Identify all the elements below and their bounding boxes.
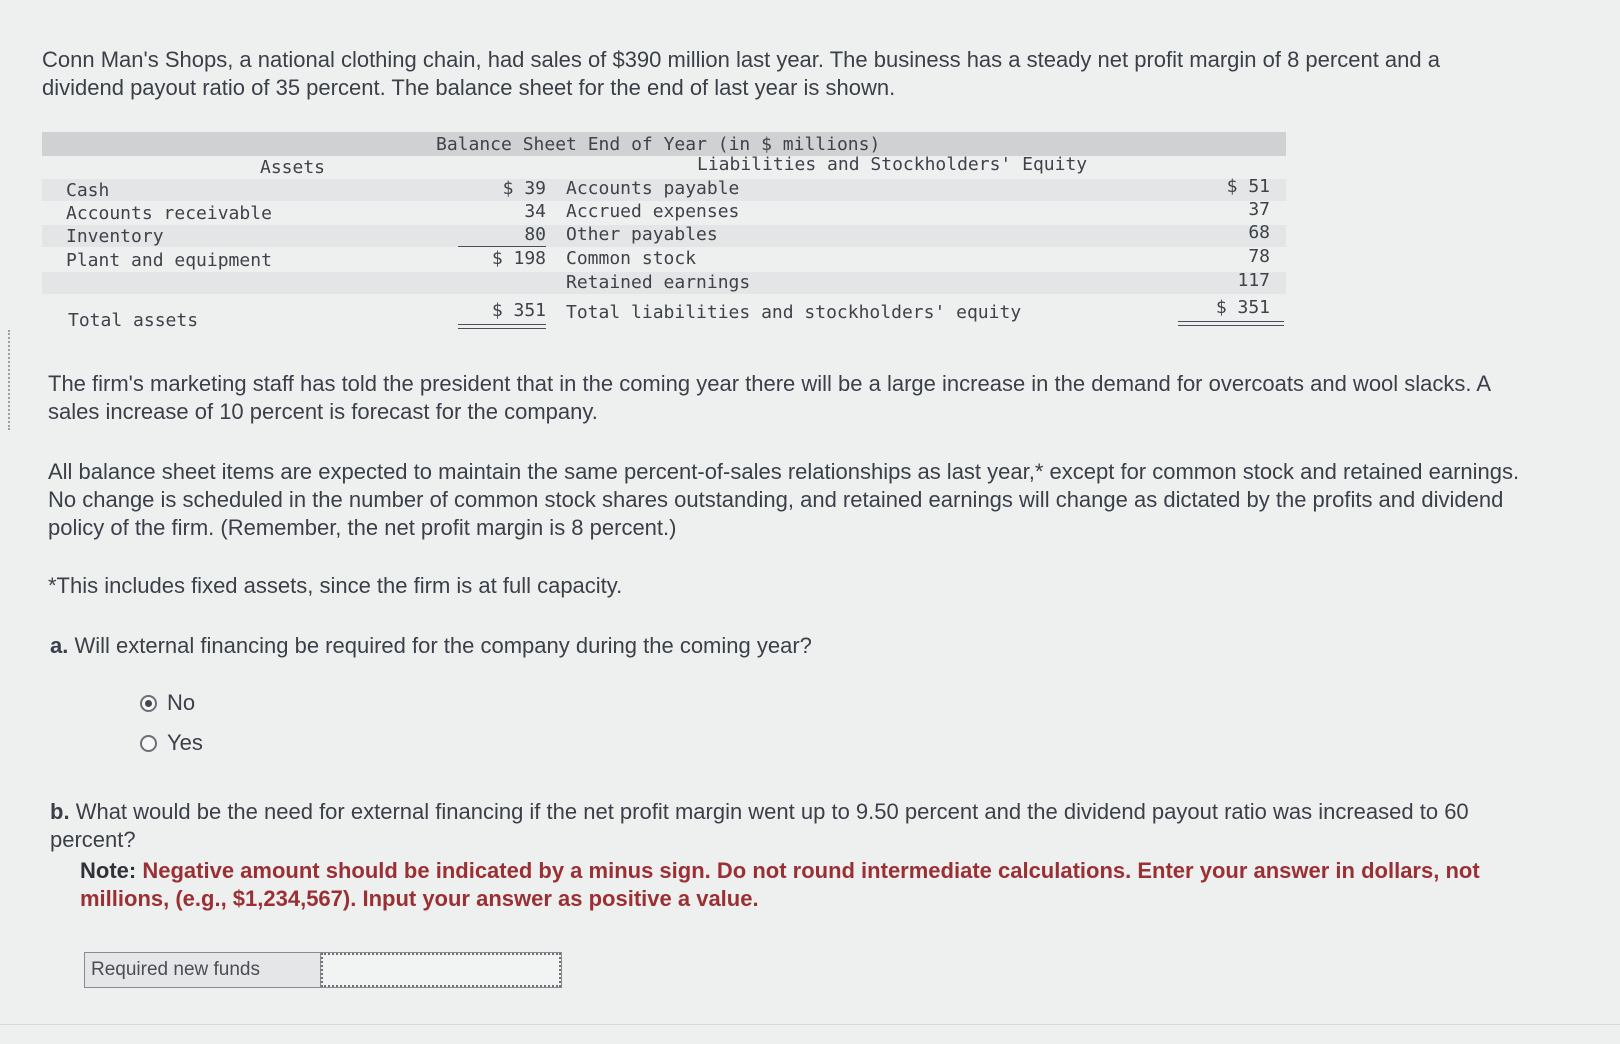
asset-value: $ 198 <box>491 248 546 269</box>
liabilities-header: Liabilities and Stockholders' Equity <box>697 154 1088 175</box>
question-b-note <box>80 857 1500 913</box>
liability-value: 37 <box>1248 199 1270 220</box>
liability-value: 78 <box>1248 246 1270 267</box>
required-new-funds-row <box>84 952 562 988</box>
liability-label: Accounts payable <box>566 178 740 199</box>
subtotal-underline <box>458 246 546 247</box>
asset-label: Plant and equipment <box>66 250 272 271</box>
asset-label: Accounts receivable <box>66 203 272 224</box>
question-b-text: What would be the need for external financing if the net profit margin went up to 9.50 percent and the dividend payout ratio was increased to 60 percent? <box>50 799 1469 852</box>
note-label: Note: <box>80 858 137 883</box>
liability-value: $ 51 <box>1226 176 1270 197</box>
radio-option-label: Yes <box>167 730 203 755</box>
radio-button[interactable] <box>140 735 157 752</box>
question-a-text: Will external financing be required for the company during the coming year? <box>74 633 812 658</box>
bottom-divider <box>0 1024 1620 1025</box>
liability-label: Other payables <box>566 224 718 245</box>
asset-value: 80 <box>524 224 546 245</box>
liability-label: Common stock <box>566 248 697 269</box>
radio-option-no[interactable] <box>140 690 195 716</box>
question-a <box>50 632 1050 660</box>
total-double-underline <box>1178 321 1284 326</box>
radio-button-checked[interactable] <box>140 695 157 712</box>
intro-paragraph: Conn Man's Shops, a national clothing chain, had sales of $390 million last year. The business has a steady net profit margin of 8 percent and a dividend payout ratio of 35 percent. The balance sheet for the end of last year is shown. <box>42 47 1440 100</box>
radio-option-label: No <box>167 690 196 715</box>
total-assets-value: $ 351 <box>491 300 546 321</box>
left-edge-dotted-marker <box>0 330 10 430</box>
required-new-funds-input[interactable] <box>321 953 561 987</box>
marketing-paragraph: The firm's marketing staff has told the president that in the coming year there will be a large increase in the demand for overcoats and wool slacks. A sales increase of 10 percent is forecast for the company. <box>48 371 1490 424</box>
balance-sheet-title: Balance Sheet End of Year (in $ millions) <box>436 134 881 155</box>
required-new-funds-label: Required new funds <box>85 953 321 987</box>
liability-label: Retained earnings <box>566 272 751 293</box>
balance-sheet-title-bar <box>42 132 1286 156</box>
question-a-letter: a. <box>50 633 69 658</box>
radio-option-yes[interactable] <box>140 730 203 756</box>
total-assets-label: Total assets <box>68 310 199 331</box>
liability-label: Accrued expenses <box>566 201 740 222</box>
balance-sheet-table <box>42 132 1286 342</box>
total-liabilities-label: Total liabilities and stockholders' equity <box>566 302 1022 323</box>
total-double-underline <box>458 324 546 329</box>
asset-label: Cash <box>66 180 110 201</box>
asset-value: 34 <box>524 201 546 222</box>
note-text: Negative amount should be indicated by a minus sign. Do not round intermediate calculations. Enter your answer in dollars, not millions, (e.g., $1,234,567). Input your answer as positive a value. <box>80 858 1480 911</box>
assumption-paragraph: All balance sheet items are expected to maintain the same percent-of-sales relationships as last year,* except for common stock and retained earnings. No change is scheduled in the number of common stock shares outstanding, and retained earnings will change as dictated by the profits and dividend policy of the firm. (Remember, the net profit margin is 8 percent.) <box>48 459 1520 540</box>
liability-value: 68 <box>1248 222 1270 243</box>
liability-value: 117 <box>1237 270 1270 291</box>
question-b-letter: b. <box>50 799 70 824</box>
total-liabilities-value: $ 351 <box>1215 297 1270 318</box>
asset-value: $ 39 <box>502 178 546 199</box>
question-b <box>50 798 1510 854</box>
assets-header: Assets <box>260 157 326 178</box>
asset-label: Inventory <box>66 226 164 247</box>
footnote: *This includes fixed assets, since the firm is at full capacity. <box>48 573 623 598</box>
